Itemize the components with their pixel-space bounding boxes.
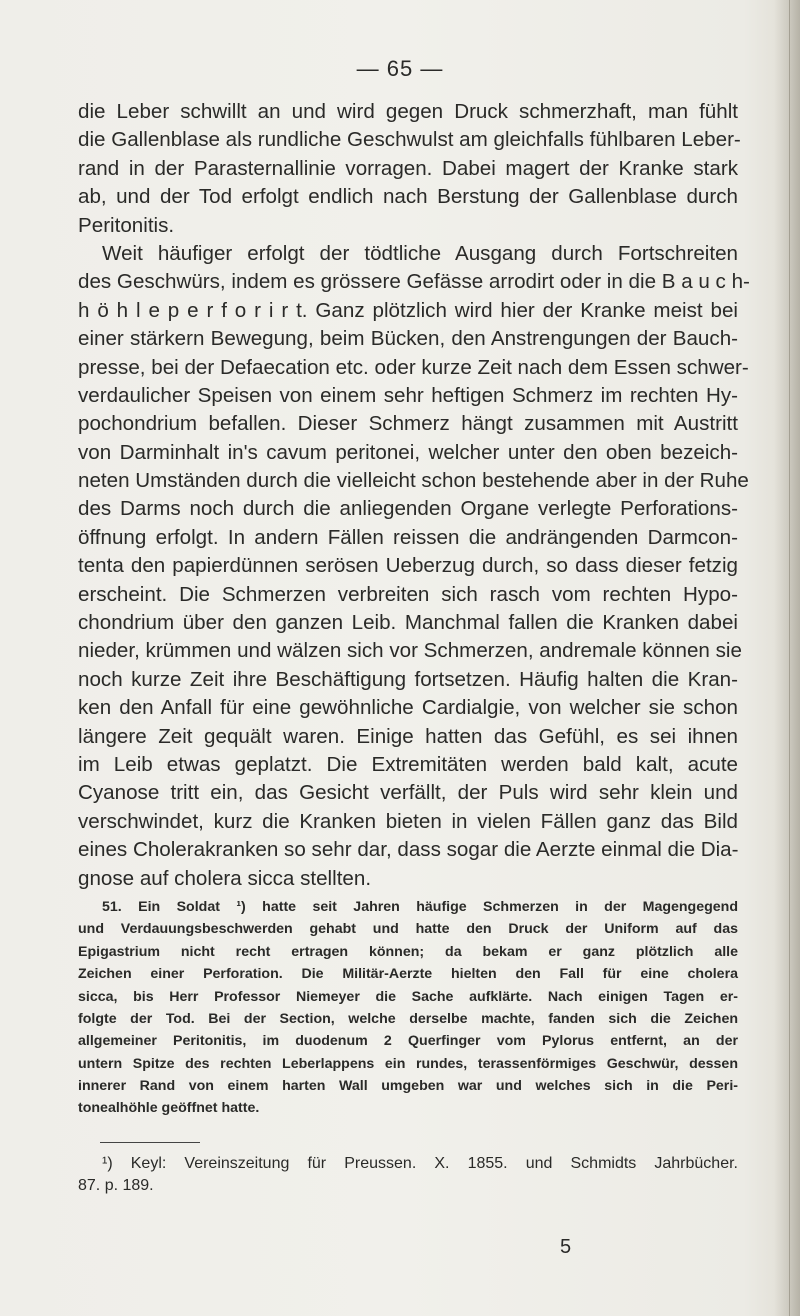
text-line: ab, und der Tod erfolgt endlich nach Berstung der Gallenblase durch xyxy=(78,185,738,209)
footnote xyxy=(78,1153,738,1197)
footnote-divider xyxy=(100,1142,200,1143)
case-line: allgemeiner Peritonitis, im duodenum 2 Querfinger vom Pylorus entfernt, an der xyxy=(78,1033,738,1050)
case-line: untern Spitze des rechten Leberlappens ein rundes, terassenförmiges Geschwür, dessen xyxy=(78,1055,738,1072)
text-line: Peritonitis. xyxy=(78,213,175,237)
text-line: des Darms noch durch die anliegenden Organe verlegte Perforations- xyxy=(78,497,738,521)
text-line: Cyanose tritt ein, das Gesicht verfällt, der Puls wird sehr klein und xyxy=(78,781,738,805)
footnote-line: ¹) Keyl: Vereinszeitung für Preussen. X. 1855. und Schmidts Jahrbücher. xyxy=(102,1154,738,1172)
text-line: im Leib etwas geplatzt. Die Extremitäten werden bald kalt, acute xyxy=(78,752,738,776)
case-line: 51. Ein Soldat ¹) hatte seit Jahren häufige Schmerzen in der Magengegend xyxy=(102,898,738,915)
text-line: verdaulicher Speisen von einem sehr heftigen Schmerz im rechten Hy- xyxy=(78,383,738,407)
text-line: von Darminhalt in's cavum peritonei, welcher unter den oben bezeich- xyxy=(78,440,738,464)
text-line: pochondrium befallen. Dieser Schmerz hängt zusammen mit Austritt xyxy=(78,412,738,436)
footnote-line: 87. p. 189. xyxy=(78,1176,154,1194)
text-line: erscheint. Die Schmerzen verbreiten sich rasch vom rechten Hypo- xyxy=(78,582,738,606)
text-line: rand in der Parasternallinie vorragen. Dabei magert der Kranke stark xyxy=(78,156,738,180)
case-line: sicca, bis Herr Professor Niemeyer die Sache aufklärte. Nach einigen Tagen er- xyxy=(78,988,738,1005)
case-line: Epigastrium nicht recht ertragen können; da bekam er ganz plötzlich alle xyxy=(78,943,738,960)
text-line: die Gallenblase als rundliche Geschwulst am gleichfalls fühlbaren Leber- xyxy=(78,128,741,152)
text-line: neten Umständen durch die vielleicht schon bestehende aber in der Ruhe xyxy=(78,469,749,493)
text-line: nieder, krümmen und wälzen sich vor Schmerzen, andremale können sie xyxy=(78,639,742,663)
text-line: öffnung erfolgt. In andern Fällen reissen die andrängenden Darmcon- xyxy=(78,525,738,549)
text-line: verschwindet, kurz die Kranken bieten in vielen Fällen ganz das Bild xyxy=(78,809,738,833)
text-line: ken den Anfall für eine gewöhnliche Cardialgie, von welcher sie schon xyxy=(78,696,738,720)
case-line: tonealhöhle geöffnet hatte. xyxy=(78,1100,260,1117)
page-number-header: — 65 — xyxy=(356,56,444,81)
text-line: einer stärkern Bewegung, beim Bücken, den Anstrengungen der Bauch- xyxy=(78,327,738,351)
text-line: presse, bei der Defaecation etc. oder kurze Zeit nach dem Essen schwer- xyxy=(78,355,749,379)
case-line: innerer Rand von einem harten Wall umgeben war und welches sich in die Peri- xyxy=(78,1078,738,1095)
text-line: gnose auf cholera sicca stellten. xyxy=(78,866,372,890)
text-line: tenta den papierdünnen serösen Ueberzug durch, so dass dieser fetzig xyxy=(78,554,738,578)
text-line: eines Cholerakranken so sehr dar, dass sogar die Aerzte einmal die Dia- xyxy=(78,838,739,862)
text-line: längere Zeit gequält waren. Einige hatten das Gefühl, es sei ihnen xyxy=(78,724,738,748)
body-text xyxy=(78,98,750,1197)
text-line: die Leber schwillt an und wird gegen Druck schmerzhaft, man fühlt xyxy=(78,100,738,123)
text-line: h ö h l e p e r f o r i r t. Ganz plötzlich wird hier der Kranke meist bei xyxy=(78,298,738,322)
text-line: noch kurze Zeit ihre Beschäftigung fortsetzen. Häufig halten die Kran- xyxy=(78,667,738,691)
signature-mark: 5 xyxy=(560,1236,572,1258)
text-line: Weit häufiger erfolgt der tödtliche Ausgang durch Fortschreiten xyxy=(102,241,738,265)
case-line: folgte der Tod. Bei der Section, welche derselbe machte, fanden sich die Zeichen xyxy=(78,1010,738,1027)
case-line: und Verdauungsbeschwerden gehabt und hatte den Druck der Uniform auf das xyxy=(78,921,738,938)
main-paragraph xyxy=(78,98,750,893)
case-line: Zeichen einer Perforation. Die Militär-Aerzte hielten den Fall für eine cholera xyxy=(78,966,738,983)
text-line: chondrium über den ganzen Leib. Manchmal fallen die Kranken dabei xyxy=(78,611,738,635)
page-edge-line xyxy=(789,0,790,1316)
text-line: des Geschwürs, indem es grössere Gefässe arrodirt oder in die B a u c h- xyxy=(78,270,750,294)
page-edge-shadow xyxy=(774,0,800,1316)
case-report xyxy=(78,896,738,1120)
